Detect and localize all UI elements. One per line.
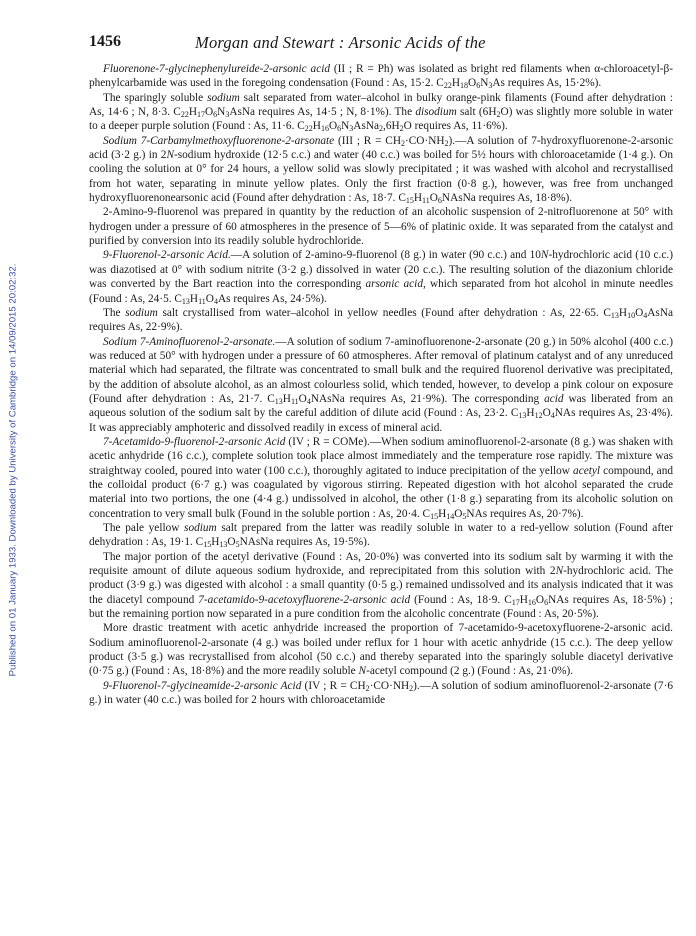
text-run: NAs requires As, 23·4%). It was appreciably amphoteric and dissolved readily in excess of mineral acid. [89,407,673,434]
subscript: 3 [349,124,354,134]
text-run: NAsNa requires As, 21·9%). The corresponding [310,392,545,405]
subscript: 3 [488,81,493,91]
text-run: (II ; R = Ph) was isolated as bright red filaments when α-chloroacetyl-β-phenylcarbamide was used in the foregoing condensation (Found : As, 15·2. C [89,63,673,90]
subscript: 13 [274,396,283,406]
paragraph [89,62,673,91]
italic-text: Sodium 7-Carbamylmethoxyfluorenone-2-arsonate [103,134,335,147]
text-run: H [451,77,461,90]
page-header [89,33,669,55]
text-run: H [519,593,528,606]
text-run: AsNa requires As, 22·9%). [89,306,673,334]
subscript: 17 [511,597,520,607]
italic-text: 9-Fluorenol-7-glycineamide-2-arsonic Acid [103,679,302,692]
italic-text: 7-Acetamido-9-fluorenol-2-arsonic Acid [103,435,286,448]
subscript: 22 [304,124,313,134]
subscript: 16 [527,597,536,607]
paragraph [89,91,673,134]
subscript: 18 [460,81,469,91]
subscript: 4 [643,310,648,320]
subscript: 13 [518,411,527,421]
text-run: N [217,106,226,119]
paragraph [89,205,673,248]
text-run: H [618,306,628,319]
running-title: Morgan and Stewart : Arsonic Acids of the [195,33,486,52]
subscript: 4 [306,396,311,406]
text-run: O [204,106,214,119]
subscript: 2 [409,683,414,693]
text-run: H [211,536,220,549]
subscript: 5 [235,540,240,550]
subscript: 6 [476,81,481,91]
subscript: 2 [496,110,501,120]
text-run: More drastic treatment with acetic anhydride increased the proportion of 7-acetamido-9-acetoxyfluorene-2-arsonic acid. Sodium aminofluorenol-2-arsonate (4 g.) was boiled under reflux for 1 hour with acetic anhydride (15 c.c.). The deep yellow product (3·5 g.) was recrystallised from alcohol (50 c.c.) and thereby separated into the sparingly soluble diacetyl derivative (0·75 g.) (Found : As, 18·8%) and the more readily soluble [89,622,673,678]
text-run: O requires As, 11·6%). [403,120,508,133]
subscript: 15 [430,511,439,521]
text-run: The major portion of the acetyl derivative (Found : As, 20·0%) was converted into its sodium salt by warming it with the requisite amount of dilute aqueous sodium hydroxide, and reprecipitated from this solution with 2 [89,550,673,578]
text-run: AsNa [353,120,380,133]
paragraph [89,134,673,206]
text-run: O [468,77,477,90]
text-run: As requires As, 24·5%). [217,292,327,305]
text-run: H [188,106,197,119]
text-run: O [227,536,236,549]
text-run: —A solution of 2-amino-9-fluorenol (8 g.) in water (90 c.c.) and 10 [230,249,541,262]
text-run: -acetyl compound (2 g.) (Found : As, 21·0%). [366,665,574,678]
text-run: The sparingly soluble [103,91,208,104]
text-run: H [526,407,535,420]
download-notice-text: Published on 01 January 1933. Downloaded by University of Cambridge on 14/09/2015 20:02:32. [7,263,19,677]
paragraph [89,248,673,305]
text-run: O [429,192,438,205]
italic-text: N [358,665,367,678]
text-run: salt crystallised from water–alcohol in yellow needles (Found after dehydration : As, 22·65. C [157,306,611,319]
subscript: 2 [401,138,405,148]
text-run: salt (6H [456,106,497,119]
text-run: O [635,306,644,319]
subscript: 2 [399,124,404,134]
text-run: ).—A solution of 7-hydroxyfluorenone-2-arsonic acid (3·2 g.) in 2 [89,134,673,162]
italic-text: Sodium 7-Aminofluorenol-2-arsonate. [103,335,276,348]
paragraph [89,435,673,521]
text-run: O [328,120,338,133]
article-body [89,62,673,707]
subscript: 13 [181,296,190,306]
text-run: H [438,507,447,520]
subscript: 22 [180,110,189,120]
text-run: ·CO·NH [369,679,410,692]
download-notice-sidebar [6,150,20,790]
text-run: As requires As, 15·2%). [492,77,602,90]
italic-text: Fluorenone-7-glycinephenylureide-2-arsonic acid [103,63,330,75]
subscript: 6 [437,196,442,206]
text-run: NAs requires As, 18·5%) ; but the remaining portion now separated in a pure condition from the alcoholic concentrate (Found : As, 20·5%). [89,593,673,621]
text-run: O [535,593,545,606]
text-run: (Found : As, 18·9. C [410,593,512,606]
subscript: 12 [534,411,543,421]
page-number: 1456 [89,33,121,50]
text-run: H [413,192,423,205]
subscript: 17 [196,110,205,120]
text-run: —A solution of sodium 7-aminofluorenone-2-arsonate (20 g.) in 50% alcohol (400 c.c.) was reduced at 50° with hydrogen under a pressure of 60 atmospheres. After removal of platinum catalyst and of any unreduced material which had separated, the filtrate was concentrated to small bulk and the required fluorenol derivative was precipitated, by the addition of absolute alcohol, as an almost colourless solid, which tended, however, to develop a pink colour on exposure (Found after dehydration : As, 21·7. C [89,335,673,405]
paragraph [89,335,673,435]
italic-text: sodium [207,91,240,104]
text-run: salt separated from water–alcohol in bulky orange-pink filaments (Found after dehydration : As, 14·6 ; N, 8·3. C [89,91,673,119]
text-run: O [298,392,307,405]
text-run: H [189,292,199,305]
text-run: -hydrochloric acid (10 c.c.) was diazotised at 0° with sodium nitrite (3·2 g.) dissolved in water (20 c.c.). The resulting solution of the diazonium chloride was converted by the Bart reaction into the corresponding [89,249,673,291]
text-run: The pale yellow [103,522,185,534]
text-run: H [312,120,321,133]
subscript: 2 [365,683,370,693]
text-run: salt prepared from the latter was readily soluble in water to a red-yellow solution (Found after dehydration : As, 19·1. C [89,522,673,549]
text-run: (III ; R = CH [334,134,401,147]
subscript: 4 [550,411,555,421]
italic-text: arsonic acid [365,278,423,291]
subscript: 5 [462,511,467,521]
text-run: O [205,292,214,305]
text-run: NAs requires As, 20·7%). [466,507,584,520]
italic-text: sodium [125,306,158,319]
subscript: 10 [627,310,636,320]
text-run: AsNa requires As, 14·5 ; N, 8·1%). The [229,106,416,119]
subscript: 11 [198,296,206,306]
italic-text: N [555,565,564,578]
subscript: 6 [213,110,218,120]
text-run: ).—A solution of sodium aminofluorenol-2-arsonate (7·6 g.) in water (40 c.c.) was boiled for 2 hours with chloroacetamide [89,679,673,707]
italic-text: N [166,149,174,162]
text-run: The [103,306,126,319]
subscript: 11 [290,396,299,406]
text-run: (IV ; R = COMe).—When sodium aminofluorenol-2-arsonate (8 g.) was shaken with acetic anhydride (16 c.c.), complete solution took place almost immediately and the temperature rose rapidly. The mixture was straightway cooled, poured into water (100 c.c.), thoroughly agitated to induce precipitation of the yellow [89,435,673,477]
text-run: -hydrochloric acid. The product (3·9 g.) was digested with alcohol : a small quantity (0·5 g.) remained undissolved and its analysis indicated that it was the diacetyl compound [89,565,673,606]
italic-text: 7-acetamido-9-acetoxyfluorene-2-arsonic acid [198,593,411,606]
italic-text: 9-Fluorenol-2-arsonic Acid. [103,249,231,262]
subscript: 13 [219,540,228,550]
text-run: H [282,392,291,405]
subscript: 15 [203,540,212,550]
paragraph [89,679,673,708]
text-run: (IV ; R = CH [301,679,366,692]
text-run: was liberated from an aqueous solution of the sodium salt by the careful addition of dilute acid (Found : As, 23·2. C [89,392,673,420]
text-run: 2-Amino-9-fluorenol was prepared in quantity by the reduction of an alcoholic suspension of 2-nitrofluorenone at 50° with hydrogen under a pressure of 60 atmospheres in the presence of 5—6% of platinic oxide. It was separated from the catalyst and purified by conversion into its readily soluble hydrochloride. [89,206,673,248]
subscript: 22 [443,81,452,91]
italic-text: disodium [415,106,457,119]
text-run: , which separated from hot alcohol in minute needles (Found : As, 24·5. C [89,278,674,305]
text-run: O) was slightly more soluble in water to a deeper purple solution (Found : As, 11·6. C [89,106,674,133]
subscript: 2 [444,138,449,148]
text-run: O [542,407,551,420]
text-run: NAsNa requires As, 18·8%). [441,192,573,205]
text-run: O [454,507,463,520]
italic-text: acetyl [573,464,601,477]
subscript: 15 [405,196,414,206]
subscript: 2 [379,124,384,134]
text-run: compound, and the colloidal product (6·7 g.) was coagulated by vigorous stirring. Repeated digestion with hot alcohol separated the crude material into two portions, the one (4·4 g.) undissolved in alcohol, the other (1·8 g.) separating from its alcoholic solution on concentration to very small bulk (Found in the soluble portion : As, 20·4. C [89,464,673,520]
text-run: NAsNa requires As, 19·5%). [239,536,370,549]
text-run: N [480,77,489,90]
text-run: ,6H [383,120,400,133]
italic-text: N [540,249,549,262]
text-run: N [341,120,350,133]
paragraph [89,621,673,678]
subscript: 14 [446,511,455,521]
subscript: 13 [610,310,619,320]
subscript: 11 [422,196,430,206]
paragraph [89,521,673,550]
subscript: 6 [544,597,549,607]
italic-text: sodium [184,522,217,534]
text-run: -sodium hydroxide (12·5 c.c.) and water (40 c.c.) was boiled for 5½ hours with chloroacetamide (1·4 g.). On cooling the solution at 0° for 24 hours, a yellow solid was slowly precipitated ; it was washed with alcohol and recrystallised from hot water, separating in minute yellow plates. Only the first fraction (0·8 g.), however, was free from unchanged hydroxyfluorenonearsonic acid (Found after dehydration : As, 18·7. C [89,149,674,205]
subscript: 4 [213,296,218,306]
subscript: 6 [337,124,342,134]
italic-text: acid [544,392,564,405]
text-run: ·CO·NH [405,134,445,147]
subscript: 3 [225,110,230,120]
paragraph [89,306,673,335]
paragraph [89,550,673,622]
subscript: 16 [320,124,329,134]
